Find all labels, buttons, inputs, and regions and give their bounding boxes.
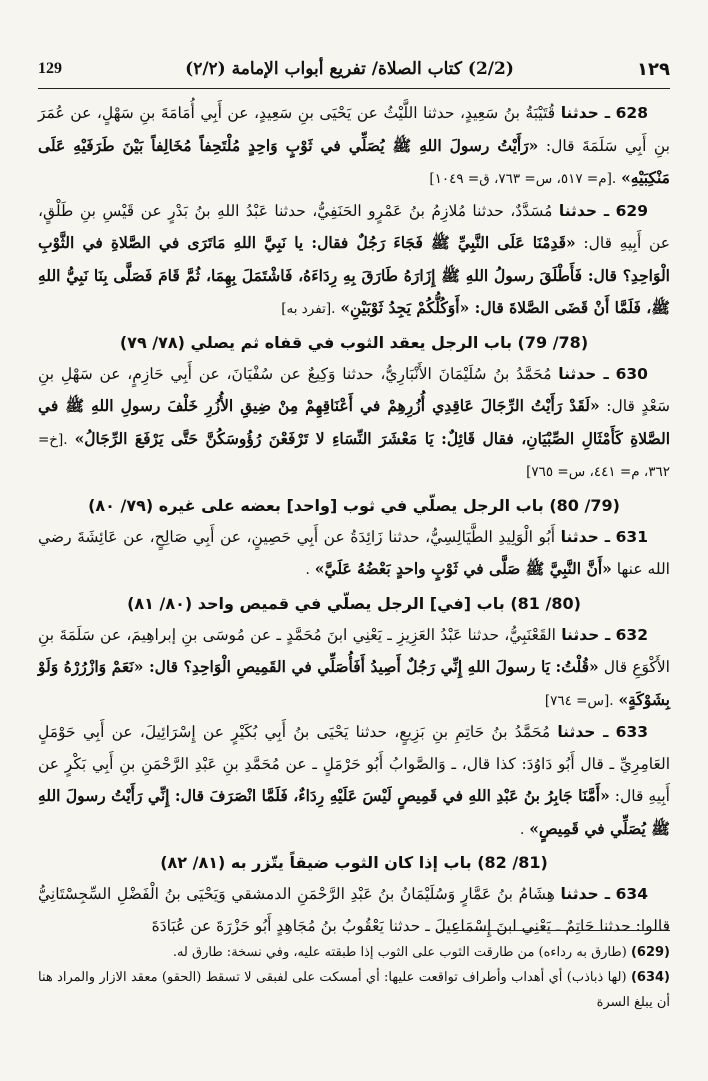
footnote-text: (لها ذباذب) أي أهداب وأطراف تواقعت عليها: أي أمسكت على لفبقى لا تسقط (الحقو) معقد الازار والمراد هنا أن يبلغ السرة: [38, 970, 670, 1010]
body-text: [38, 98, 670, 942]
hadith-reference: .: [305, 562, 310, 578]
hadith-lead: ـ حدثنا: [558, 364, 609, 383]
hadith-matn: «رَأَيْتُ رسولَ اللهِ ﷺ يُصَلِّي في ثَوْبٍ وَاحِدٍ مُلْتَحِفاً مُخَالِفاً بَيْنَ طَرَفَيْهِ عَلَى مَنْكِبَيْهِ»: [38, 135, 670, 187]
hadith-entry: [38, 98, 670, 196]
footnote-number: (634): [630, 970, 670, 985]
hadith-lead: ـ حدثنا: [557, 723, 609, 741]
chapter-heading: (81/ 82) باب إذا كان الثوب ضيقاً يتّزر به (٨١/ ٨٢): [160, 853, 548, 872]
hadith-reference: .[خ= ٣٦٢، م= ٤٤١، س= ٧٦٥]: [38, 431, 670, 480]
footnote-number: (629): [630, 945, 670, 960]
hadith-number: 634: [615, 885, 648, 903]
hadith-lead: ـ حدثنا: [560, 104, 611, 122]
hadith-number: 632: [615, 625, 648, 644]
hadith-number: 629: [615, 201, 648, 220]
footnote: [38, 965, 670, 1015]
hadith-reference: .[س= ٧٦٤]: [544, 692, 614, 709]
header-rule: [38, 88, 670, 89]
footnote-text: (طارق به رداءه) من طارقت الثوب على الثوب إذا طبقته عليه، وفي نسخة: طارق له.: [172, 945, 627, 960]
hadith-matn: «أَمَّنَا جَابِرُ بنُ عَبْدِ اللهِ في قَمِيصٍ لَيْسَ عَلَيْهِ رِدَاءٌ، فَلَمَّا انْصَرَفَ قال: إِنِّي رَأَيْتُ رسولَ اللهِ ﷺ يُصَلِّي في قَمِيصٍ»: [38, 786, 670, 838]
hadith-number: 633: [615, 723, 649, 741]
hadith-entry: [38, 620, 670, 718]
hadith-lead: ـ حدثنا: [560, 527, 611, 546]
hadith-matn: «أَنَّ النَّبِيَّ ﷺ صَلَّى في ثَوْبٍ واحدٍ بَعْضُهُ عَلَيَّ»: [314, 559, 612, 578]
hadith-isnad: أَبُو الْوَلِيدِ الطَّيَالِسِيُّ، حدثنا زَائِدَةُ عن أَبِي حَصِينٍ، عن أَبِي صَالِحٍ، عن عَائِشَةَ رضي الله عنها: [38, 527, 670, 578]
hadith-entry: [38, 196, 670, 326]
hadith-matn: «لَقَدْ رَأَيْتُ الرِّجَالَ عَاقِدِي أُزُرِهِمْ في أَعْنَاقِهِمْ مِنْ ضِيقِ الأُزُرِ خَلْفَ رسولِ اللهِ ﷺ في الصَّلاةِ كَأَمْثَالِ الصِّبْيَانِ، فقال قَائِلٌ: يَا مَعْشَرَ النِّسَاءِ لا تَرْفَعْنَ رُؤُوسَكُنَّ حَتَّى يَرْفَعَ الرِّجَالُ»: [38, 396, 670, 448]
hadith-matn: «قُلْتُ: يَا رسولَ اللهِ إِنِّي رَجُلٌ أَصِيدُ أَفَأُصَلِّي في القَمِيصِ الْوَاحِدِ؟ قال: «نَعَمْ وَازْرُرْهُ وَلَوْ بِشَوْكَةٍ»: [38, 657, 670, 709]
hadith-entry: [38, 522, 670, 587]
running-title: (2/2) كتاب الصلاة/ تفريع أبواب الإمامة (٢/٢): [185, 59, 514, 79]
hadith-reference: .[م= ٥١٧، س= ٧٦٣، ق= ١٠٤٩]: [429, 171, 617, 187]
page-number-arabic: ١٢٩: [637, 58, 670, 80]
hadith-lead: ـ حدثنا: [558, 201, 610, 220]
hadith-number: 630: [615, 364, 648, 383]
page-number-latin: 129: [38, 60, 62, 77]
hadith-entry: [38, 359, 670, 489]
footnote-rule: [440, 930, 670, 931]
hadith-lead: ـ حدثنا: [561, 625, 611, 644]
hadith-lead: ـ حدثنا: [560, 885, 611, 903]
chapter-heading: (79/ 80) باب الرجل يصلّي في ثوب [واحد] بعضه على غيره (٧٩/ ٨٠): [88, 495, 620, 515]
hadith-isnad: مُسَدَّدٌ، حدثنا مُلازِمُ بنُ عَمْرٍو الحَنَفِيُّ، حدثنا عَبْدُ اللهِ بنُ بَدْرٍ عن قَيْسِ بنِ طَلْقٍ، عن أَبِيهِ قال:: [38, 201, 670, 252]
hadith-entry: [38, 717, 670, 846]
hadith-isnad: القَعْنَبِيُّ، حدثنا عَبْدُ العَزِيزِ ـ يَعْنِي ابنَ مُحَمَّدٍ ـ عن مُوسَى بنِ إبراهِيمَ، عن سَلَمَةَ بنِ الأَكْوَعِ قال: [38, 625, 670, 676]
hadith-matn: «قَدِمْنَا عَلَى النَّبِيِّ ﷺ فَجَاءَ رَجُلٌ فقال: يا نَبِيَّ اللهِ مَاتَرَى في الصَّلاةِ في الثَّوْبِ الْوَاحِدِ؟ قال: فَأَطْلَقَ رسولُ اللهِ ﷺ إِزَارَهُ طَارَقَ بِهِ رِدَاءَهُ، فَاشْتَمَلَ بِهِمَا، ثُمَّ قَامَ فَصَلَّى بِنَا نَبِيُّ اللهِ ﷺ، فَلَمَّا أَنْ قَضَى الصَّلاةَ قال: «أَوَكُلُّكُمْ يَجِدُ ثَوْبَيْنِ»: [38, 233, 670, 317]
hadith-isnad: مُحَمَّدُ بنُ سُلَيْمَانَ الأَنْبَارِيُّ، حدثنا وَكِيعٌ عن سُفْيَانَ، عن أَبِي حَازِمٍ، عن سَهْلِ بنِ سَعْدٍ قال:: [38, 364, 670, 415]
footnote: [38, 940, 670, 965]
chapter-heading: (80/ 81) باب [في] الرجل يصلّي في قميص واحد (٨٠/ ٨١): [127, 593, 581, 613]
hadith-number: 628: [615, 104, 648, 122]
hadith-isnad: هِشَامُ بنُ عَمَّارٍ وَسُلَيْمَانُ بنُ عَبْدِ الرَّحْمَنِ الدمشقي وَيَحْيَى بنُ الْفَضْلِ السِّجِسْتَانِيُّ قالوا: حدثنا حَاتِمٌ ـ يَعْنِي ابنَ إِسْمَاعِيلَ ـ حدثنا يَعْقُوبُ بنُ مُجَاهِدٍ أَبُو حَزْرَةَ عن عُبَادَةَ: [38, 885, 670, 935]
footnotes: [38, 940, 670, 1015]
hadith-number: 631: [615, 527, 648, 546]
chapter-heading: (78/ 79) باب الرجل يعقد الثوب في قفاه ثم يصلي (٧٨/ ٧٩): [119, 332, 589, 352]
hadith-isnad: مُحَمَّدُ بنُ حَاتِمِ بنِ بَزِيعٍ، حدثنا يَحْيَى بنُ أَبِي بُكَيْرٍ عن إِسْرَائِيلَ، عن أَبِي حَوْمَلٍ العَامِرِيِّ ـ قال أَبُو دَاوُدَ: كذا قال، ـ وَالصَّوابُ أَبُو حَرْمَلٍ ـ عن مُحَمَّدِ بنِ عَبْدِ الرَّحْمَنِ بنِ أَبِي بَكْرٍ عن أَبِيهِ قال:: [38, 723, 670, 805]
hadith-reference: .: [519, 821, 525, 838]
hadith-reference: .[تفرد به]: [281, 301, 336, 317]
hadith-entry: [38, 879, 670, 942]
hadith-isnad: قُتَيْبَةُ بنُ سَعِيدٍ، حدثنا اللَّيْثُ عن يَحْيَى بنِ سَعِيدٍ، عن أَبِي أُمَامَةَ بنِ سَهْلٍ، عن عُمَرَ بنِ أَبِي سَلَمَةَ قال:: [38, 104, 670, 155]
page-header: [38, 54, 670, 84]
